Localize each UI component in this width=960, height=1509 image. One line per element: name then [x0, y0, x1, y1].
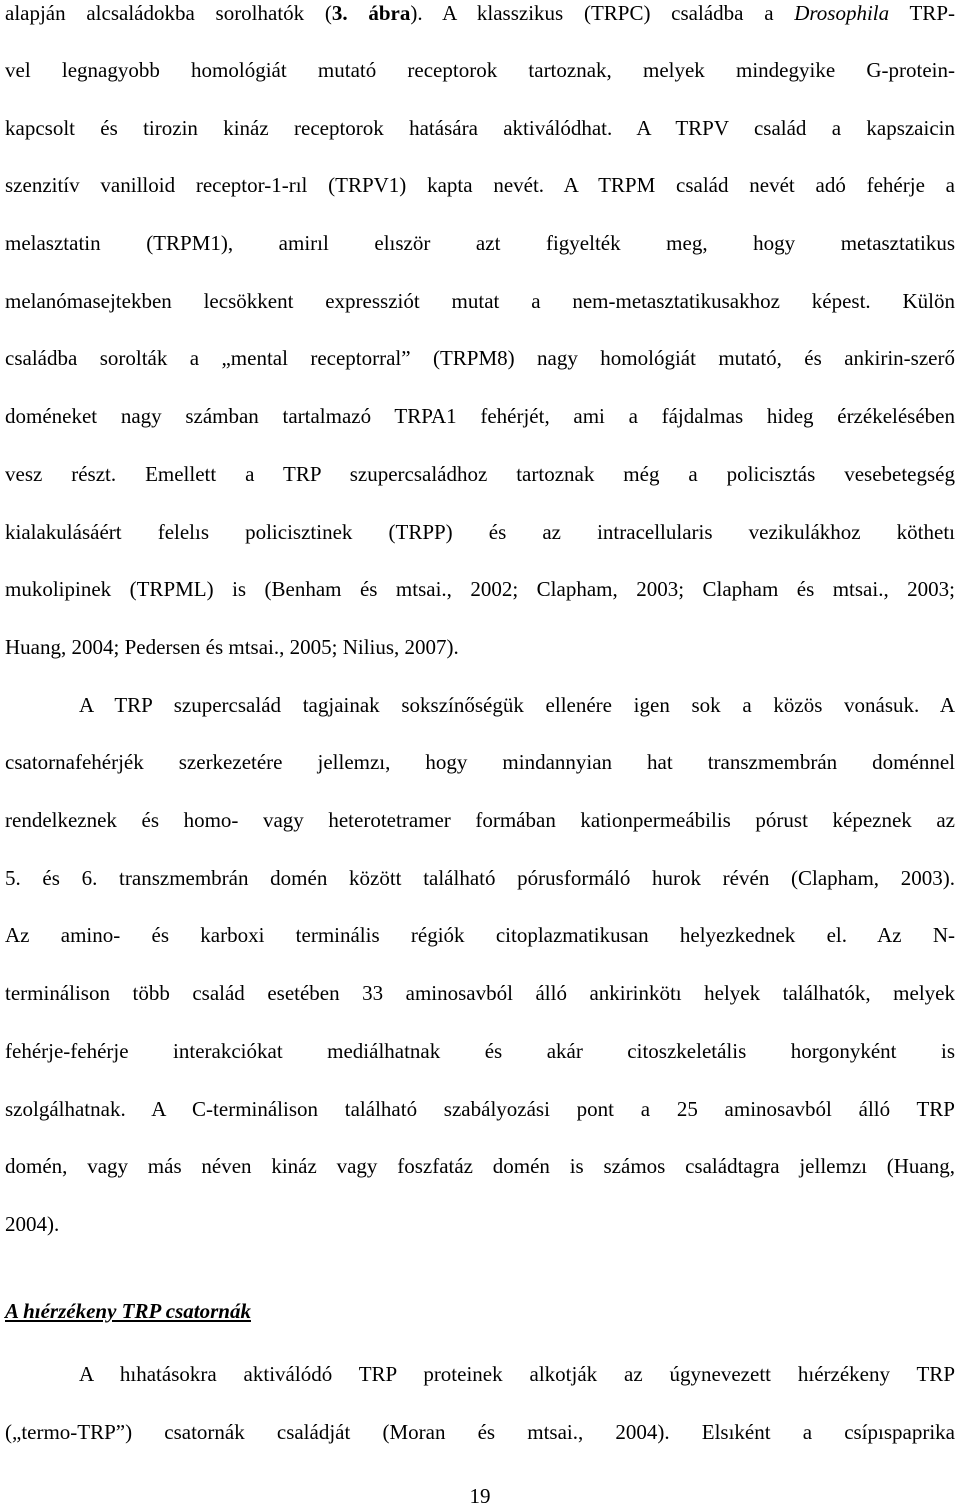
page-number: 19 [469, 1484, 491, 1508]
paragraph-2-line-10: 2004). [5, 1212, 60, 1236]
paragraph-1-line-12: Huang, 2004; Pedersen és mtsai., 2005; Nilius, 2007). [5, 635, 459, 659]
paragraph-1-line-6: melanómasejtekben lecsökkent expressziót mutat a nem-metasztatikusakhoz képest. Külön [5, 289, 955, 313]
paragraph-1-line-9: vesz részt. Emellett a TRP szupercsaládhoz tartoznak még a policisztás vesebetegség [5, 462, 955, 486]
paragraph-2-line-5: Az amino- és karboxi terminális régiók citoplazmatikusan helyezkednek el. Az N- [5, 923, 955, 947]
paragraph-3-line-2: („termo-TRP”) csatornák családját (Moran és mtsai., 2004). Elsıként a csípıspaprika [5, 1420, 955, 1444]
paragraph-2-line-3: rendelkeznek és homo- vagy heterotetramer formában kationpermeábilis pórust képeznek az [5, 808, 955, 832]
paragraph-1-line-1: alapján alcsaládokba sorolhatók (3. ábra). A klasszikus (TRPC) családba a Drosophila TRP- [5, 1, 955, 25]
paragraph-1-line-8: doméneket nagy számban tartalmazó TRPA1 fehérjét, ami a fájdalmas hideg érzékelésében [5, 404, 955, 428]
paragraph-2-line-1: A TRP szupercsalád tagjainak sokszínőségük ellenére igen sok a közös vonásuk. A [79, 693, 955, 717]
paragraph-1-line-11: mukolipinek (TRPML) is (Benham és mtsai., 2002; Clapham, 2003; Clapham és mtsai., 2003; [5, 577, 955, 601]
paragraph-2-line-6: terminálison több család esetében 33 aminosavból álló ankirinkötı helyek találhatók, melyek [5, 981, 955, 1005]
paragraph-1-line-7: családba sorolták a „mental receptorral” (TRPM8) nagy homológiát mutató, és ankirin-szerő [5, 346, 955, 370]
paragraph-2-line-7: fehérje-fehérje interakciókat mediálhatnak és akár citoszkeletális horgonyként is [5, 1039, 955, 1063]
paragraph-2-line-9: domén, vagy más néven kináz vagy foszfatáz domén is számos családtagra jellemzı (Huang, [5, 1154, 955, 1178]
paragraph-1-line-10: kialakulásáért felelıs policisztinek (TRPP) és az intracellularis vezikulákhoz köthetı [5, 520, 955, 544]
section-heading: A hıérzékeny TRP csatornák [5, 1299, 251, 1323]
paragraph-1-line-2: vel legnagyobb homológiát mutató receptorok tartoznak, melyek mindegyike G-protein- [5, 58, 955, 82]
paragraph-2-line-2: csatornafehérjék szerkezetére jellemzı, hogy mindannyian hat transzmembrán doménnel [5, 750, 955, 774]
paragraph-2-line-8: szolgálhatnak. A C-terminálison található szabályozási pont a 25 aminosavból álló TRP [5, 1097, 955, 1121]
paragraph-1-line-4: szenzitív vanilloid receptor-1-rıl (TRPV1) kapta nevét. A TRPM család nevét adó fehérje a [5, 173, 955, 197]
paragraph-2-line-4: 5. és 6. transzmembrán domén között található pórusformáló hurok révén (Clapham, 2003). [5, 866, 955, 890]
paragraph-1-line-3: kapcsolt és tirozin kináz receptorok hatására aktiválódhat. A TRPV család a kapszaicin [5, 116, 955, 140]
paragraph-1-line-5: melasztatin (TRPM1), amirıl elıször azt figyelték meg, hogy metasztatikus [5, 231, 955, 255]
paragraph-3-line-1: A hıhatásokra aktiválódó TRP proteinek alkotják az úgynevezett hıérzékeny TRP [79, 1362, 955, 1386]
